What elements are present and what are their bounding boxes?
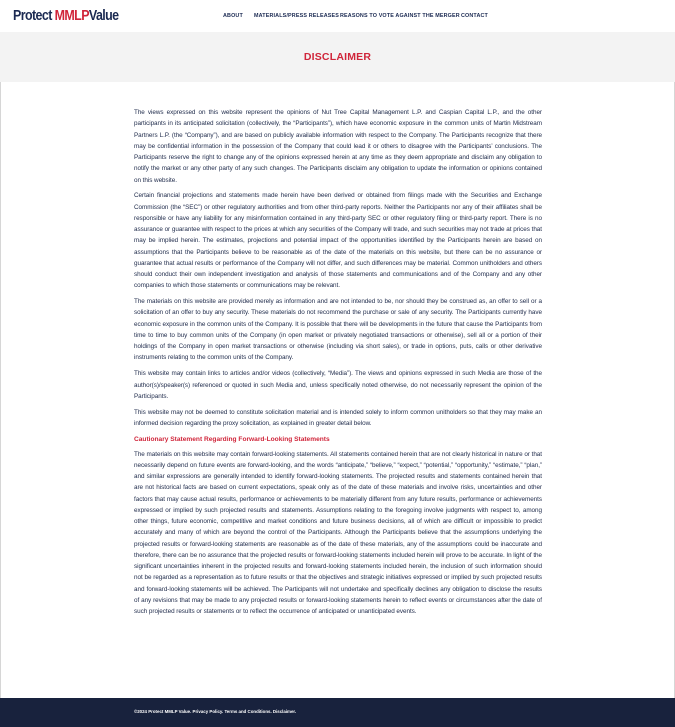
page-title: DISCLAIMER xyxy=(303,51,372,63)
footer-legal-text: ©2024 Protect MMLP Value. Privacy Policy. Terms and Conditions. Disclaimer. xyxy=(134,709,297,714)
title-band xyxy=(0,32,675,82)
site-footer xyxy=(0,698,675,727)
nav-link-contact[interactable]: CONTACT xyxy=(461,13,488,19)
nav-link-reasons[interactable]: REASONS TO VOTE AGAINST THE MERGER xyxy=(340,13,460,19)
nav-link-materials[interactable]: MATERIALS/PRESS RELEASES xyxy=(254,13,339,19)
disclaimer-paragraph-projections: Certain financial projections and statements made herein have been derived or obtained from filings made with the Securities and Exchange Commission (the “SEC”) or other regulatory authorities and from other third-party reports. Neither the Participants nor any of their affiliates shall be responsible or have any liability for any misinformation contained in any third-party SEC or other regulatory filing or third-party report. There is no assurance or guarantee with respect to the prices at which any securities of the Company will trade, and such securities may not trade at prices that may be implied herein. The estimates, projections and potential impact of the opportunities identified by the Participants herein are based on assumptions that the Participants believe to be reasonable as of the date of the materials on this website, but there can be no assurance or guarantee that actual results or performance of the Company will not differ, and such differences may be material. Common unitholders and others should conduct their own independent investigation and analysis of those statements and communications and of the Company and any other companies to which those statements or communications may be relevant. xyxy=(134,192,542,290)
main-nav xyxy=(0,12,675,22)
cautionary-heading: Cautionary Statement Regarding Forward-Looking Statements xyxy=(134,435,330,443)
nav-link-about[interactable]: ABOUT xyxy=(223,13,243,19)
disclaimer-paragraph-materials: The materials on this website are provided merely as information and are not intended to be, nor should they be construed as, an offer to sell or a solicitation of an offer to buy any security. These materials do not recommend the purchase or sale of any security. The Participants currently have economic exposure in the common units of the Company. It is possible that there will be developments in the future that cause the Participants from time to time to buy common units of the Company (in open market or privately negotiated transactions or otherwise), sell all or a portion of their holdings of the Company in open market transactions or otherwise (including via short sales), or trade in options, puts, calls or other derivative instruments relating to the common units of the Company. xyxy=(134,298,542,362)
disclaimer-content xyxy=(134,107,542,622)
logo-text-mmlp: MMLP xyxy=(54,8,89,24)
logo-text-protect: Protect xyxy=(13,8,55,24)
cautionary-paragraph: The materials on this website may contain forward-looking statements. All statements contained herein that are not clearly historical in nature or that necessarily depend on future events are forward-looking, and the words “anticipate,” “believe,” “expect,” “potential,” “opportunity,” “estimate,” “plan,” and similar expressions are generally intended to identify forward-looking statements. The projected results and statements contained herein that are not historical facts are based on current expectations, speak only as of the date of these materials and involve risks, uncertainties and other factors that may cause actual results, performance or achievements to be materially different from any future results, performance or achievements expressed or implied by such projected results and statements. Assumptions relating to the foregoing involve judgments with respect to, among other things, future economic, competitive and market conditions and future business decisions, all of which are difficult or impossible to predict accurately and many of which are beyond the control of the Participants. Although the Participants believe that the assumptions underlying the projected results or forward-looking statements are reasonable as of the date of these materials, any of the assumptions could be inaccurate and therefore, there can be no assurance that the projected results or forward-looking statements included herein will prove to be accurate. In light of the significant uncertainties inherent in the projected results and forward-looking statements included herein, the inclusion of such information should not be regarded as a representation as to future results or that the objectives and strategic initiatives expressed or implied by such projected results and forward-looking statements will be achieved. The Participants will not undertake and specifically declines any obligation to disclose the results of any revisions that may be made to any projected results or forward-looking statements herein to reflect events or circumstances after the date of such projected results or statements or to reflect the occurrence of anticipated or unanticipated events. xyxy=(134,450,542,616)
site-header xyxy=(0,0,675,32)
logo-text-value: Value xyxy=(88,8,119,24)
disclaimer-paragraph-media: This website may contain links to articles and/or videos (collectively, “Media”). The views and opinions expressed in such Media are those of the author(s)/speaker(s) referenced or quoted in such Media and, unless specifically noted otherwise, do not necessarily represent the opinion of the Participants. xyxy=(134,370,542,400)
disclaimer-paragraph-solicitation: This website may not be deemed to constitute solicitation material and is intended solely to inform common unitholders so that they may make an informed decision regarding the proxy solicitation, as explained in greater detail below. xyxy=(134,408,542,427)
disclaimer-paragraph-views: The views expressed on this website represent the opinions of Nut Tree Capital Management L.P. and Caspian Capital L.P., and the other participants in its anticipated solicitation (collectively, the “Participants”), which have economic exposure in the common units of Martin Midstream Partners L.P. (the “Company”), and are based on publicly available information with respect to the Company. The Participants recognize that there may be confidential information in the possession of the Company that could lead it or others to disagree with the Participants’ conclusions. The Participants reserve the right to change any of the opinions expressed herein at any time as they deem appropriate and disclaim any obligation to notify the market or any other party of any such changes. The Participants disclaim any obligation to update the information or opinions contained on this website. xyxy=(134,109,542,184)
